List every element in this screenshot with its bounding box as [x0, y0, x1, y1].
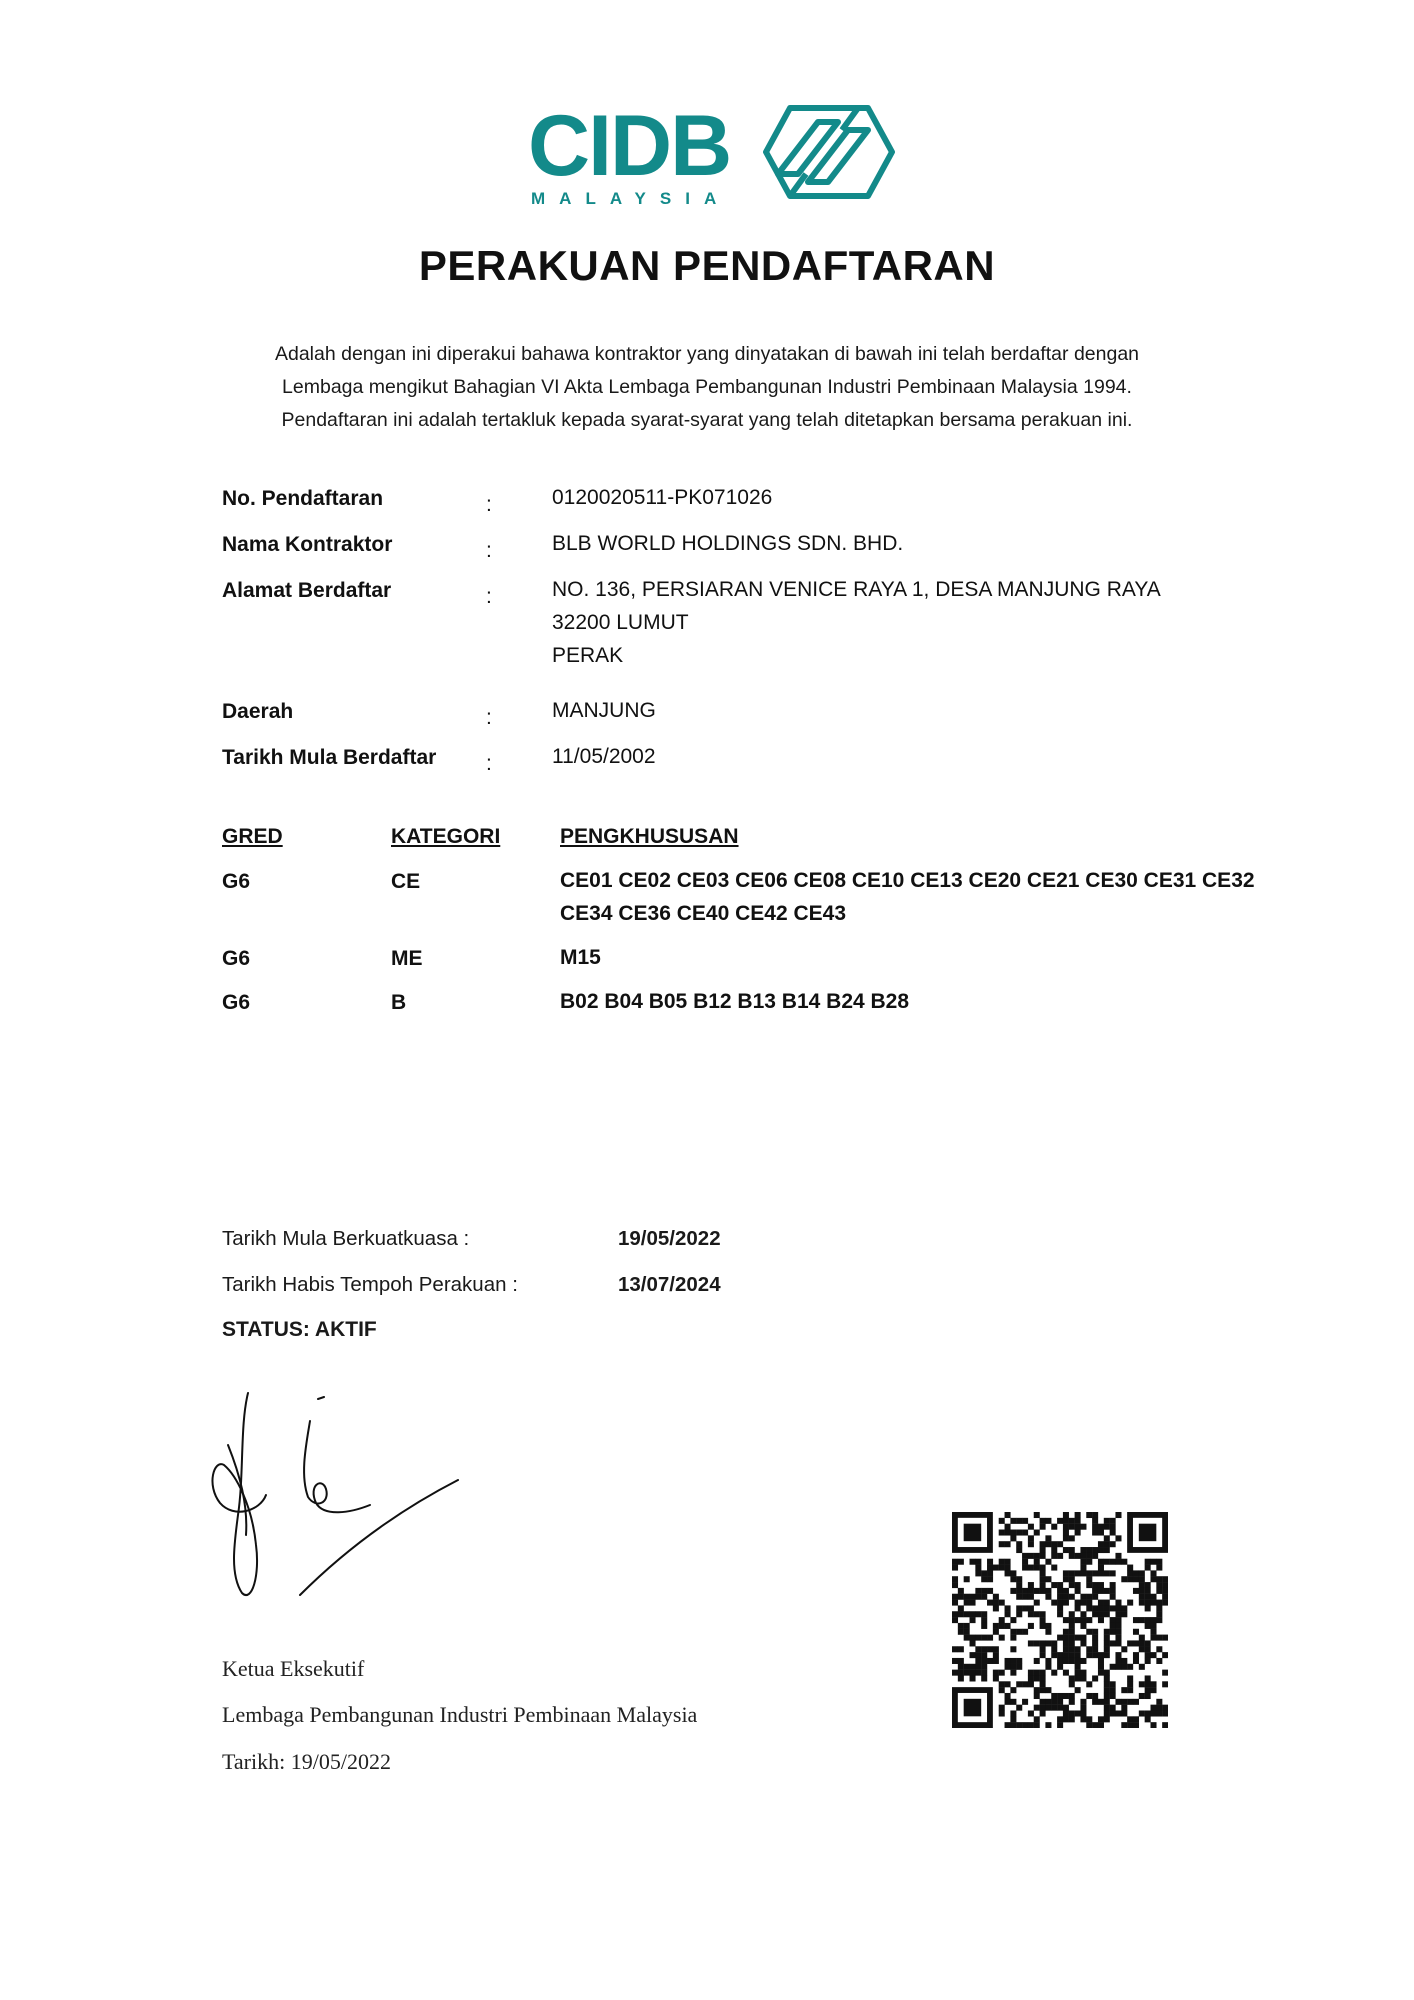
- qr-code[interactable]: [952, 1512, 1168, 1728]
- hexagon-emblem-icon: [766, 108, 892, 196]
- colon: :: [486, 585, 492, 608]
- cidb-logo: [528, 100, 898, 210]
- registration-no-label: No. Pendaftaran: [222, 487, 384, 510]
- qr-finder-pattern: [1139, 1524, 1157, 1542]
- specialisation-line-1: B02 B04 B05 B12 B13 B14 B24 B28: [560, 990, 910, 1013]
- document-title: PERAKUAN PENDAFTARAN: [418, 242, 996, 289]
- category-cell: ME: [391, 947, 423, 970]
- address-line-2: 32200 LUMUT: [552, 611, 689, 634]
- specialisation-header: PENGKHUSUSAN: [560, 825, 739, 848]
- category-cell: CE: [391, 870, 421, 893]
- logo-text: CIDB: [528, 100, 731, 194]
- signatory-role: Ketua Eksekutif: [222, 1656, 365, 1681]
- qr-finder-pattern: [964, 1524, 982, 1542]
- colon: :: [486, 539, 492, 562]
- qr-finder-pattern: [964, 1699, 982, 1717]
- status-badge: STATUS: AKTIF: [222, 1318, 377, 1341]
- signatory-organisation: Lembaga Pembangunan Industri Pembinaan Malaysia: [222, 1702, 698, 1727]
- specialisation-line-1: CE01 CE02 CE03 CE06 CE08 CE10 CE13 CE20 CE21 CE30 CE31 CE32: [560, 869, 1255, 892]
- effective-date-label: Tarikh Mula Berkuatkuasa :: [222, 1227, 470, 1250]
- grade-cell: G6: [222, 870, 251, 893]
- specialisation-line-1: M15: [560, 946, 601, 969]
- contractor-name-label: Nama Kontraktor: [222, 533, 393, 556]
- grade-header: GRED: [222, 825, 283, 848]
- grade-cell: G6: [222, 947, 251, 970]
- effective-date-value: 19/05/2022: [618, 1227, 721, 1250]
- category-header: KATEGORI: [391, 825, 501, 848]
- address-line-1: NO. 136, PERSIARAN VENICE RAYA 1, DESA MANJUNG RAYA: [552, 578, 1161, 601]
- address-label: Alamat Berdaftar: [222, 579, 392, 602]
- intro-line-3: Pendaftaran ini adalah tertakluk kepada syarat-syarat yang telah ditetapkan bersama perakuan ini.: [281, 409, 1133, 431]
- category-cell: B: [391, 991, 407, 1014]
- address-value: [552, 573, 1161, 672]
- grade-cell: G6: [222, 991, 251, 1014]
- intro-line-1: Adalah dengan ini diperakui bahawa kontraktor yang dinyatakan di bawah ini telah berdaftar dengan: [274, 343, 1140, 365]
- specialisation-line-2: CE34 CE36 CE40 CE42 CE43: [560, 902, 846, 925]
- specialisation-cell: [560, 864, 1310, 930]
- district-value: MANJUNG: [552, 699, 656, 722]
- logo-subtext: MALAYSIA: [531, 189, 731, 208]
- expiry-date-label: Tarikh Habis Tempoh Perakuan :: [222, 1273, 518, 1296]
- colon: :: [486, 752, 492, 775]
- specialisation-cell: [560, 941, 1310, 974]
- signature-date: Tarikh: 19/05/2022: [222, 1749, 391, 1774]
- intro-paragraph: [180, 338, 1234, 437]
- signature: [200, 1385, 470, 1605]
- intro-line-2: Lembaga mengikut Bahagian VI Akta Lembaga Pembangunan Industri Pembinaan Malaysia 1994.: [282, 376, 1132, 398]
- colon: :: [486, 493, 492, 516]
- district-label: Daerah: [222, 700, 294, 723]
- colon: :: [486, 706, 492, 729]
- registration-no-value: 0120020511-PK071026: [552, 486, 773, 509]
- registration-start-value: 11/05/2002: [552, 745, 656, 768]
- registration-start-label: Tarikh Mula Berdaftar: [222, 746, 437, 769]
- address-line-3: PERAK: [552, 644, 624, 667]
- specialisation-cell: [560, 985, 1310, 1018]
- contractor-name-value: BLB WORLD HOLDINGS SDN. BHD.: [552, 532, 904, 555]
- expiry-date-value: 13/07/2024: [618, 1273, 721, 1296]
